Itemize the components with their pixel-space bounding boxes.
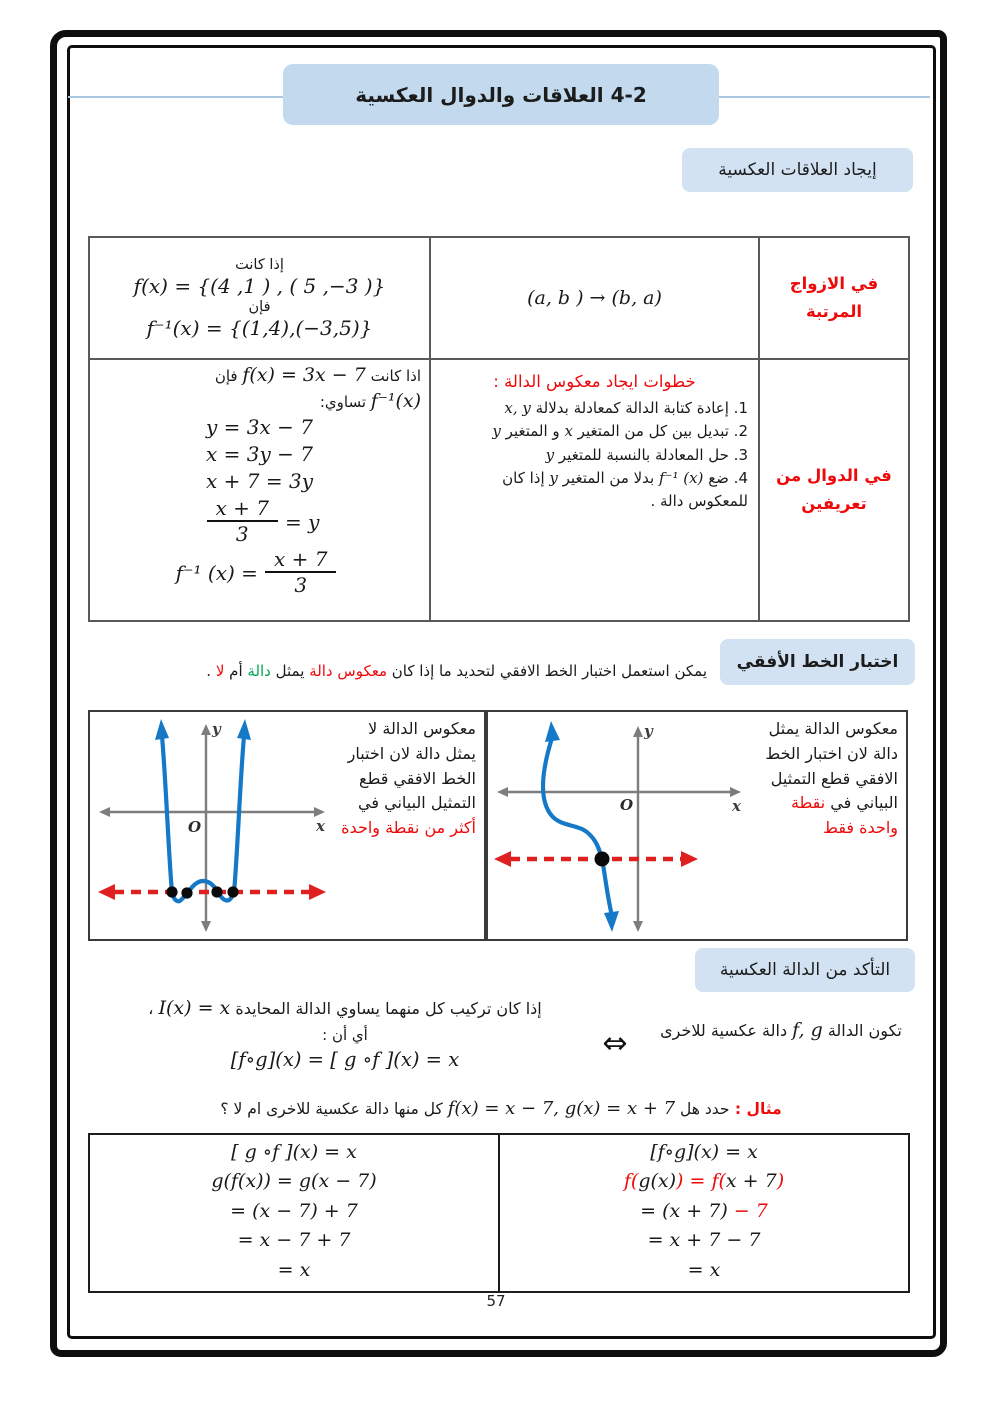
section-header-finding-inverse [682, 148, 913, 192]
fog-column [499, 1134, 909, 1292]
equation-4-fraction [200, 497, 320, 546]
section-header-text: التأكد من الدالة العكسية [719, 960, 891, 980]
equation-5-inverse-result [176, 548, 344, 597]
section-header-horizontal-line-test [720, 639, 915, 685]
iff-arrow-symbol: ⇔ [602, 1026, 628, 1061]
fraction-denominator: 3 [235, 522, 249, 547]
row1-example-cell [89, 237, 430, 359]
fog-line-5: = x [687, 1258, 721, 1281]
inverse-relations-table [88, 236, 910, 622]
lesson-title-banner [283, 64, 719, 125]
graph-caption-not-function: معكوس الدالة لا يمثل دالة لان اختبار الخط الافقي قطع التمثيل البياني في أكثر من نقطة واحدة [341, 719, 476, 838]
graph-box-not-function [88, 710, 486, 941]
origin-label: O [620, 796, 634, 814]
y-axis-label: y [644, 722, 653, 740]
row1-category-label: في الازواج المرتبة [789, 273, 879, 321]
section-header-verify-inverse [695, 948, 915, 992]
inverse-function: f⁻¹(x) = {(1,4),(−3,5)} [146, 315, 373, 340]
fraction-numerator: x + 7 [265, 548, 336, 573]
equation-1: y = 3x − 7 [206, 415, 313, 440]
gof-line-5: = x [277, 1258, 311, 1281]
that-is-label: أي أن : [322, 1025, 368, 1044]
axes [106, 732, 318, 924]
verify-condition-block [95, 994, 595, 1071]
fog-line-1: [f∘g](x) = x [650, 1141, 758, 1163]
horizontal-line-test-intro: يمكن استعمل اختبار الخط الافقي لتحديد ما إذا كان معكوس دالة يمثل دالة أم لا . [206, 662, 707, 680]
graph-box-is-function [486, 710, 908, 941]
axes [504, 734, 734, 924]
section-header-text: إيجاد العلاقات العكسية [718, 160, 877, 180]
page-number: 57 [486, 1292, 506, 1310]
gof-line-1: [ g ∘f ](x) = x [231, 1141, 357, 1163]
row1-category-cell [759, 237, 909, 359]
fog-line-4: = x + 7 − 7 [647, 1229, 761, 1252]
graph-caption-is-function: معكوس الدالة يمثل دالة لان اختبار الخط الافقي قطع التمثيل البياني في نقطة واحدة فقط [765, 719, 898, 838]
section-header-text: اختبار الخط الأفقي [736, 652, 899, 672]
gof-line-2: g(f(x)) = g(x − 7) [211, 1170, 377, 1193]
given-label: إذا كانت [235, 256, 284, 273]
then-label: فإن [248, 298, 271, 315]
curve-arrowheads [155, 719, 251, 740]
fraction [207, 497, 278, 546]
gof-line-3: = (x − 7) + 7 [230, 1199, 358, 1222]
ordered-pair-rule: (a, b ) → (b, a) [527, 287, 662, 309]
function-curve [543, 738, 612, 916]
inverse-lhs: f⁻¹ (x) = [175, 560, 258, 585]
fraction-rhs: = y [285, 509, 320, 534]
verify-condition-line: إذا كان تركيب كل منهما يساوي الدالة المحايدة I(x) = x ، [148, 997, 542, 1019]
origin-label: O [188, 818, 202, 836]
fraction-numerator: x + 7 [207, 497, 278, 522]
fog-line-2: f(g(x)) = f(x + 7) [623, 1170, 785, 1193]
step-3: 3. حل المعادلة بالنسبة للمتغير y [545, 445, 748, 464]
given-function: f(x) = {(4 ,1 ) , ( 5 ,−3 )} [133, 273, 386, 298]
step-4: 4. ضع f⁻¹ (x) بدلا من المتغير y إذا كان للمعكوس دالة . [502, 468, 748, 510]
composition-equation: [f∘g](x) = [ g ∘f ](x) = x [230, 1047, 460, 1071]
row2-steps-cell [430, 359, 759, 621]
cubic-graph [488, 712, 754, 939]
fraction [265, 548, 336, 597]
gof-column [89, 1134, 499, 1292]
x-axis-label: x [316, 817, 325, 835]
fraction-denominator: 3 [294, 573, 308, 598]
example-work-table [88, 1133, 910, 1293]
worked-intro-line2: f⁻¹(x) تساوي: [319, 389, 421, 412]
y-axis-label: y [212, 720, 221, 738]
row2-category-cell [759, 359, 909, 621]
row2-worked-example-cell [89, 359, 430, 621]
intersection-point [595, 852, 610, 867]
row1-rule-cell [430, 237, 759, 359]
gof-line-4: = x − 7 + 7 [237, 1229, 351, 1252]
axis-arrowheads [99, 724, 325, 932]
function-curve [162, 736, 244, 901]
step-2: 2. تبديل بين كل من المتغير x و المتغير y [492, 422, 748, 441]
example-statement: مثال : حدد هل f(x) = x − 7, g(x) = x + 7 كل منها دالة عكسية للاخرى ام لا ؟ [220, 1098, 782, 1119]
lesson-title: 4-2 العلاقات والدوال العكسية [355, 82, 647, 107]
worked-intro-line1: اذا كانت f(x) = 3x − 7 فإن [214, 364, 421, 386]
step-1: 1. إعادة كتابة الدالة كمعادلة بدلالة x, y [504, 399, 748, 417]
fog-line-3: = (x + 7) − 7 [640, 1199, 768, 1222]
equation-2: x = 3y − 7 [206, 442, 313, 467]
equation-3: x + 7 = 3y [206, 469, 313, 494]
verify-result-text: تكون الدالة f, g دالة عكسية للاخرى [660, 1019, 902, 1041]
quartic-graph [90, 712, 332, 939]
x-axis-label: x [732, 797, 741, 815]
row2-category-label: في الدوال من تعريفين [776, 465, 892, 513]
steps-header: خطوات ايجاد معكوس الدالة : [493, 372, 696, 391]
axis-arrowheads [497, 726, 741, 932]
